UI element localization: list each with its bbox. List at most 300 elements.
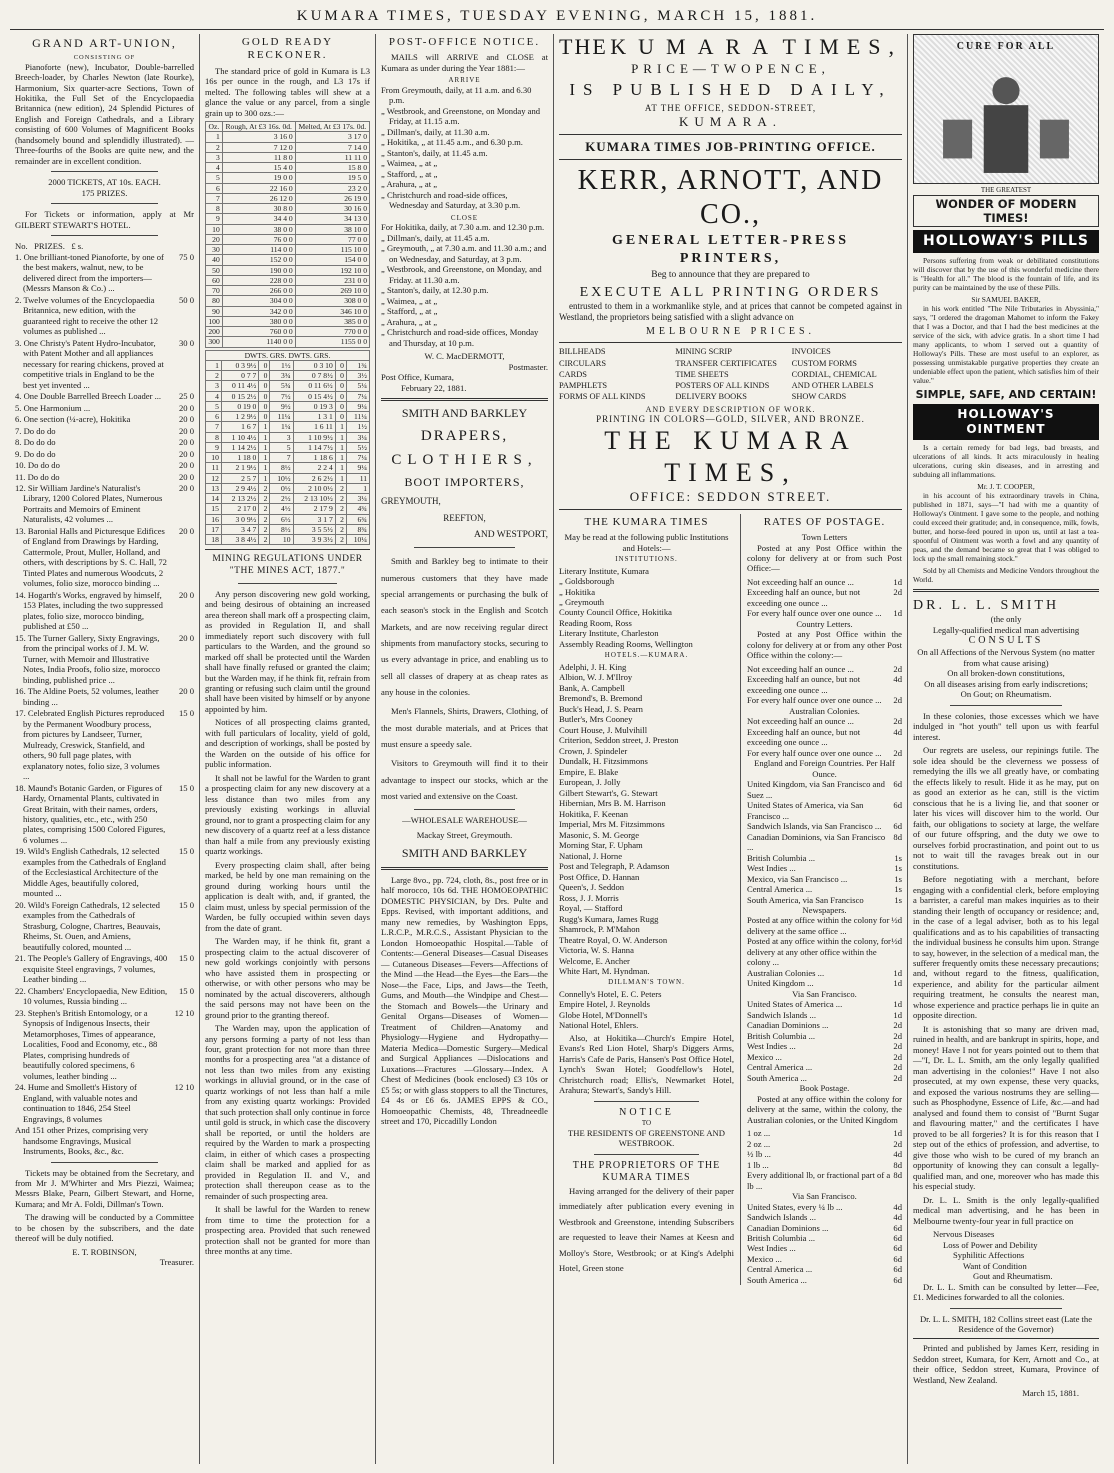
oz-cell: 26 12 0 xyxy=(222,193,295,203)
gout-rheumatism: On Gout; on Rheumatism. xyxy=(960,689,1052,700)
dwt-cell: 3¼ xyxy=(346,432,369,442)
dwt-cell: 5 xyxy=(206,401,222,411)
via-san-francisco-2: Via San Francisco. xyxy=(792,1191,857,1202)
dwt-cell: 2 13 2½ xyxy=(221,494,258,504)
rate-label: Every additional lb, or fractional part of a lb ... xyxy=(747,1170,891,1191)
prize-value: 50 0 xyxy=(178,294,194,305)
dwt-header: DWTS. GRS. DWTS. GRS. xyxy=(206,350,370,360)
oz-cell: 50 xyxy=(206,265,223,275)
prize-row xyxy=(15,472,194,482)
the-greatest: THE GREATEST xyxy=(980,186,1032,194)
oz-cell: 11 11 0 xyxy=(295,152,369,162)
oz-cell: 4 xyxy=(206,163,223,173)
rate-label: British Columbia ... xyxy=(747,1030,816,1041)
dwt-cell: 1 6 11 xyxy=(293,422,335,432)
dwt-cell: 0 xyxy=(335,360,346,370)
institution-item: County Council Office, Hokitika xyxy=(559,607,672,618)
sb-clothiers: CLOTHIERS, xyxy=(391,451,538,468)
oz-cell: 2 xyxy=(206,142,223,152)
rate-value: 8d xyxy=(893,1159,902,1170)
oz-cell: 34 13 0 xyxy=(295,214,369,224)
rate-value: 4d xyxy=(893,674,902,685)
oz-row xyxy=(206,214,370,224)
rate-label: Mexico, via San Francisco ... xyxy=(747,873,848,884)
indiscretions: On all diseases arising from early indiscretions; xyxy=(924,678,1088,689)
rate-row xyxy=(747,1020,902,1030)
dwt-cell: 11¼ xyxy=(346,412,369,422)
rate-value: 6d xyxy=(893,821,902,832)
oz-cell: 3 17 0 xyxy=(295,132,369,142)
prize-value: 20 0 xyxy=(178,402,194,413)
rate-label: Mexico ... xyxy=(747,1051,782,1062)
dwt-cell: 2½ xyxy=(270,494,293,504)
oz-cell: 9 xyxy=(206,214,223,224)
close-item: „ Stanton's, daily, at 12.30 p.m. xyxy=(381,285,489,296)
smith-body-1: In these colonies, those excesses which we have indulged in "hot youth" tell upon us with fearful interest. xyxy=(913,710,1099,742)
rate-row xyxy=(747,608,902,618)
oz-cell: 385 0 0 xyxy=(295,316,369,326)
prize-value: 12 10 xyxy=(174,1082,194,1093)
oz-cell: 380 0 0 xyxy=(222,316,295,326)
reckoner-title: GOLD READY RECKONER. xyxy=(241,36,334,62)
holloways-pills: HOLLOWAY'S PILLS xyxy=(913,230,1099,253)
dwt-cell: 4¾ xyxy=(346,504,369,514)
rate-value: 1d xyxy=(893,967,902,978)
arrive-item: „ Dillman's, daily, at 11.30 a.m. xyxy=(381,126,490,137)
oz-cell: 192 10 0 xyxy=(295,265,369,275)
rates-newspapers xyxy=(747,915,902,988)
oz-cell: 23 2 0 xyxy=(295,183,369,193)
rate-value: 6d xyxy=(893,1222,902,1233)
prize-value: 20 0 xyxy=(178,425,194,436)
hotel-item: Welcome, E. Ancher xyxy=(559,955,630,966)
also-text: Also, at Hokitika—Church's Empire Hotel, Evans's Red Lion Hotel, Sharp's Diggers Arms, Harris's Cafe de Paris, Hansen's Post Office Hotel, Lynch's Swan Hotel; Goodfellow's Hotel, Christchurch road; Ellis's, Newmarket Hotel, Arahura; Stewart's, Sandy's Hill. xyxy=(559,1032,734,1096)
oz-row xyxy=(206,296,370,306)
close-item: „ Westbrook, and Greenstone, on Monday, and Friday. at 11.30 a.m. xyxy=(381,264,542,285)
oz-row xyxy=(206,275,370,285)
general-printers: GENERAL LETTER-PRESS PRINTERS, xyxy=(612,233,849,266)
dwt-cell: 0 xyxy=(259,381,270,391)
hotel-item: Buck's Head, J. S. Pearn xyxy=(559,703,643,714)
rate-label: Canadian Dominions ... xyxy=(747,1020,829,1031)
rate-label: Canadian Dominions ... xyxy=(747,1222,829,1233)
printing-item: FORMS OF ALL KINDS xyxy=(559,392,646,402)
printing-item: CORDIAL, CHEMICAL xyxy=(791,369,877,379)
column-holloway xyxy=(908,34,1104,1464)
book-note: Posted at any office within the colony for delivery at the same, within the colony, the Australian colonies, or the United Kingdom xyxy=(747,1093,902,1125)
ointment-body: Is a certain remedy for bad legs, bad breasts, and ulcerations of all kinds. It acts miraculously in healing ulcerations, curing skin diseases, and in arresting and subduing all inflammations. xyxy=(913,442,1099,479)
dwt-cell: 0 xyxy=(335,381,346,391)
oz-cell: 760 0 0 xyxy=(222,327,295,337)
rate-value: 1d xyxy=(893,576,902,587)
sb-drapers: DRAPERS, xyxy=(420,427,509,444)
dwt-cell: 6 xyxy=(206,412,222,422)
prize-text: 7. Do do do xyxy=(15,425,56,436)
prize-value: 20 0 xyxy=(178,686,194,697)
prizes-count: 175 PRIZES. xyxy=(81,187,128,198)
dwt-cell: 2 6 2½ xyxy=(293,473,335,483)
column-gold-reckoner xyxy=(200,34,376,1464)
prize-value: 20 0 xyxy=(178,460,194,471)
dwt-row xyxy=(206,535,370,545)
prize-value: 20 0 xyxy=(178,471,194,482)
oz-cell: 5 xyxy=(206,173,223,183)
rate-row xyxy=(747,1243,902,1253)
dwt-cell: 5¾ xyxy=(270,381,293,391)
rate-value: 1s xyxy=(894,894,902,905)
institutions-list xyxy=(559,566,734,650)
dwt-cell: 0 xyxy=(259,401,270,411)
notice-residents: THE RESIDENTS OF GREENSTONE AND WESTBROOK. xyxy=(568,1127,725,1149)
dwt-cell: 2 17 9 xyxy=(293,504,335,514)
rate-label: Mexico ... xyxy=(747,1253,782,1264)
institution-item: Literary Institute, Charleston xyxy=(559,628,659,639)
prize-text: 8. Do do do xyxy=(15,437,56,448)
oz-cell: 90 xyxy=(206,306,223,316)
pills-body: Persons suffering from weak or debilitated constitutions will discover that by the use of this wonderful medicine there is "Health for all." The blood is the fountain of life, and its purity can be maintained by the use of these Pills. xyxy=(913,255,1099,292)
prize-text: 3. One Christy's Patent Hydro-Incubator, with Patent Mother and all appliances necessary for rearing chickens, proved at competitive trials in England to be the best yet invented ... xyxy=(15,337,164,390)
dwt-row xyxy=(206,453,370,463)
masthead: KUMARA TIMES, TUESDAY EVENING, MARCH 15, 1881. xyxy=(10,8,1104,30)
oz-cell: 114 0 0 xyxy=(222,245,295,255)
oz-cell: 100 xyxy=(206,316,223,326)
gout-and-rheumatism: Gout and Rheumatism. xyxy=(973,1271,1053,1282)
dwt-cell: 1½ xyxy=(270,360,293,370)
rate-row xyxy=(747,727,902,748)
england-foreign: England and Foreign Countries. Per Half Ounce. xyxy=(754,758,895,779)
rate-label: South America, via San Francisco xyxy=(747,894,864,905)
dwt-cell: 8¾ xyxy=(346,524,369,534)
dwt-cell: 11 xyxy=(206,463,222,473)
dwt-row xyxy=(206,432,370,442)
prize-row xyxy=(15,633,194,685)
close-item: „ Christchurch and road-side offices, Monday and Thursday, at 10 p.m. xyxy=(381,327,539,348)
rate-row xyxy=(747,1010,902,1020)
dwt-cell: 1 xyxy=(346,483,369,493)
want-condition: Want of Condition xyxy=(963,1260,1027,1271)
kt-subcolumn-left xyxy=(559,514,741,1286)
rate-row xyxy=(747,1031,902,1041)
proprietors-body: Having arranged for the delivery of their paper immediately after publication every evening in Westbrook and Greenstone, intending Subscribers are requested to leave their Names at Keesn and Molloy's Store, Westbrook; or at King's Adelphi Hotel, Green stone xyxy=(559,1185,734,1274)
loss-of-power: Loss of Power and Debility xyxy=(943,1239,1038,1250)
dwt-cell: 2 13 10½ xyxy=(293,494,335,504)
smith-address: Dr. L. L. SMITH, 182 Collins street east (Late the Residence of the Governor) xyxy=(919,1313,1093,1334)
sb-address: Mackay Street, Greymouth. xyxy=(416,829,513,840)
dwt-cell: 7 xyxy=(270,453,293,463)
rate-label: United States of America, via San Francisco ... xyxy=(747,800,864,821)
oz-row xyxy=(206,316,370,326)
dwt-row xyxy=(206,473,370,483)
hygeia-figure-icon xyxy=(914,35,1098,185)
mining-regulations xyxy=(205,589,370,1257)
prize-value: 20 0 xyxy=(178,448,194,459)
melbourne-prices: MELBOURNE PRICES. xyxy=(645,326,816,338)
dwt-cell: 0 7 8½ xyxy=(293,371,335,381)
oz-row xyxy=(206,132,370,142)
rates-country xyxy=(747,664,902,706)
dwt-row xyxy=(206,391,370,401)
hotel-item: Shamrock, P. M'Mahon xyxy=(559,924,640,935)
art-union-title: GRAND ART-UNION, xyxy=(32,36,177,50)
prize-value: 20 0 xyxy=(178,525,194,536)
dwt-row xyxy=(206,422,370,432)
institution-item: Reading Room, Ross xyxy=(559,617,632,628)
prize-text: 6. One section (¼-acre), Hokitika xyxy=(15,414,131,425)
dwt-cell: 1 14 7½ xyxy=(293,442,335,452)
rate-label: South America ... xyxy=(747,1072,807,1083)
rate-row xyxy=(747,1233,902,1243)
rate-label: British Columbia ... xyxy=(747,1233,816,1243)
prize-row xyxy=(15,437,194,447)
oz-cell: 770 0 0 xyxy=(295,327,369,337)
dwt-cell: 9 xyxy=(206,442,222,452)
rate-row xyxy=(747,1139,902,1149)
rate-value: 1d xyxy=(893,999,902,1010)
printing-item: AND OTHER LABELS xyxy=(791,381,874,391)
prize-value: 15 0 xyxy=(178,985,194,996)
close-item: „ Greymouth, „ at 7.30 a.m. and 11.30 a.m.; and on Wednesday, and Saturday, at 3 p.m. xyxy=(381,243,547,264)
the-only: (the only xyxy=(990,614,1022,625)
hotel-item: Gilbert Stewart's, G. Stewart xyxy=(559,787,658,798)
rate-label: Sandwich Islands ... xyxy=(747,1212,816,1223)
prize-text: 2. Twelve volumes of the Encyclopaedia Britannica, new edition, with the guaranteed right to receive the other 12 volumes as published ... xyxy=(15,294,159,337)
oz-row xyxy=(206,193,370,203)
execute-orders: EXECUTE ALL PRINTING ORDERS xyxy=(579,285,882,301)
rate-label: West Indies ... xyxy=(747,1041,796,1052)
printing-item: POSTERS OF ALL KINDS xyxy=(675,381,770,391)
prize-row xyxy=(15,460,194,470)
hotel-item: Hibernian, Mrs B. M. Harrison xyxy=(559,798,666,809)
rates-town xyxy=(747,577,902,619)
rate-label: United Kingdom, via San Francisco and Suez ... xyxy=(747,779,885,800)
rate-label: South America ... xyxy=(747,1274,807,1285)
institution-item: „ Hokitika xyxy=(559,586,596,597)
baker-body: in his work entitled "The Nile Tributaries in Abyssinia," says, "I ordered the dragoman Mahomet to inform the Fakey that I was a Doctor, and that I had the best medicines at the service of the sick, with advice gratis. In a short time I had many applicants, to whom I served out a quantity of Holloway's Pills. These are most useful to an explorer, as possessing unmistakable purgative properties they create an undeniable effect upon the patient, which satisfies him of their value." xyxy=(913,303,1099,386)
dwt-cell: 0 15 4½ xyxy=(293,391,335,401)
rate-row xyxy=(747,1052,902,1062)
prize-row xyxy=(15,526,194,589)
dwt-cell: 2 xyxy=(335,483,346,493)
close-item: For Hokitika, daily, at 7.30 a.m. and 12.30 p.m. xyxy=(381,222,545,233)
rate-label: United Kingdom ... xyxy=(747,978,814,989)
oz-cell: 1 xyxy=(206,132,223,142)
arrive-item: „ Arahura, „ at „ xyxy=(381,179,438,190)
oz-cell: 10 xyxy=(206,224,223,234)
rate-value: 1s xyxy=(894,852,902,863)
tickets-line: 2000 TICKETS, AT 10s. EACH. xyxy=(48,177,161,188)
prize-text: 10. Do do do xyxy=(15,460,60,471)
office-seddon: OFFICE: SEDDON STREET. xyxy=(629,488,832,504)
rate-value: 1d xyxy=(893,978,902,989)
dwt-cell: 1 xyxy=(335,453,346,463)
dwt-row xyxy=(206,401,370,411)
dwt-cell: 0 19 0 xyxy=(221,401,258,411)
prize-text: 17. Celebrated English Pictures reproduced by the Permanent Woodbury process, from pictures by Landseer, Turner, Mulready, Creswick, Stanfield, and others, 90 full page plates, with explanatory notes, folio size, 3 volumes ... xyxy=(15,708,165,782)
oz-cell: 20 xyxy=(206,234,223,244)
oz-cell: 190 0 0 xyxy=(222,265,295,275)
printing-colors: PRINTING IN COLORS—GOLD, SILVER, AND BRONZE. xyxy=(596,414,865,425)
hotel-item: Post and Telegraph, P. Adamson xyxy=(559,861,670,872)
rate-value: 6d xyxy=(893,1233,902,1243)
rate-label: Sandwich Islands, via San Francisco ... xyxy=(747,821,882,832)
dwt-cell: 16 xyxy=(206,514,222,524)
kt-published: IS PUBLISHED DAILY, xyxy=(569,79,892,99)
dwt-cell: 11 xyxy=(346,473,369,483)
oz-cell: 304 0 0 xyxy=(222,296,295,306)
rates-book xyxy=(747,1128,902,1191)
syphilitic: Syphilitic Affections xyxy=(953,1250,1025,1261)
dwt-cell: 2 xyxy=(335,524,346,534)
rate-row xyxy=(747,800,902,821)
mining-paragraph: Any person discovering new gold working, and being desirous of obtaining an increased area thereon shall mark off a prospecting claim, as provided in Regulation II, and shall immediately report such discovery with full particulars to the Warden, and the ground so marked off shall be protected until the Warden shall have finally refused or granted the claim; but the Warden may, if he think fit, refrain from granting or refusing such claim until the ground shall have been visited by himself or by anyone appointed by him. xyxy=(205,588,370,714)
dwt-cell: 11¼ xyxy=(270,412,293,422)
country-note: Posted at any Post Office within the colony for delivery at or from any other Post Office within the colony:— xyxy=(747,629,902,661)
rate-row xyxy=(747,1264,902,1274)
prize-text: 24. Hume and Smollett's History of England, with valuable notes and continuation to 1846, 254 Steel Engravings, 8 volumes xyxy=(15,1082,138,1124)
rate-label: West Indies ... xyxy=(747,863,796,874)
dwt-cell: 5 xyxy=(270,442,293,452)
kt-title xyxy=(559,34,902,61)
oz-cell: 30 xyxy=(206,245,223,255)
dwt-cell: 2 xyxy=(259,514,270,524)
rate-value: 2d xyxy=(893,663,902,674)
dwt-cell: 1 2 9½ xyxy=(221,412,258,422)
printing-item: INVOICES xyxy=(791,347,831,357)
dwt-cell: 9¼ xyxy=(346,463,369,473)
oz-cell: 30 16 0 xyxy=(295,204,369,214)
rate-value: 6d xyxy=(893,1243,902,1254)
close-list xyxy=(381,222,548,348)
rate-value: 4d xyxy=(893,1149,902,1160)
prize-value: 15 0 xyxy=(178,782,194,793)
kt-town: KUMARA. xyxy=(678,114,783,130)
dwt-cell: 3 0 9½ xyxy=(221,514,258,524)
dwt-row xyxy=(206,381,370,391)
dwt-cell: 7½ xyxy=(270,391,293,401)
rate-value: 2d xyxy=(893,587,902,598)
dwt-cell: 2 17 0 xyxy=(221,504,258,514)
dwt-cell: 3¾ xyxy=(270,371,293,381)
sb-body: Smith and Barkley beg to intimate to their numerous customers that they have made special arrangements or purchasing the bulk of each season's stock in the English and Scotch Markets, and are now receiving regular direct shipments from manufactory stocks, securing to us every advantage in price, and enabling us to sell all classes of drapery at as cheap rates as any house in the colonies. xyxy=(381,556,548,697)
prize-text: 1. One brilliant-toned Pianoforte, by one of the best makers, walnut, new, to be delivered direct from the importers— (Messrs Manson & Co.) ... xyxy=(15,251,164,294)
institution-item: „ Goldsborough xyxy=(559,576,615,587)
dwt-cell: 10 xyxy=(206,453,222,463)
oz-cell: 38 0 0 xyxy=(222,224,295,234)
legally-qualified: Legally-qualified medical man advertising xyxy=(932,624,1080,635)
hotel-item: National, J. Horne xyxy=(559,850,623,861)
rate-value: 4d xyxy=(893,1212,902,1223)
dwt-cell: 6½ xyxy=(270,514,293,524)
dwt-cell: 0 xyxy=(335,371,346,381)
dwt-cell: 1½ xyxy=(346,422,369,432)
dwt-cell: 3 xyxy=(206,381,222,391)
rate-row xyxy=(747,853,902,863)
rate-label: For every half ounce over one ounce ... xyxy=(747,608,882,619)
oz-row xyxy=(206,142,370,152)
column-post-office xyxy=(376,34,554,1464)
rate-row xyxy=(747,1062,902,1072)
dwt-cell: 8½ xyxy=(270,463,293,473)
smith-body-5: Dr. L. L. Smith is the only legally-qualified medical man advertising, and he has been in Melbourne twenty-four year in full practice on xyxy=(913,1194,1099,1226)
rate-row xyxy=(747,978,902,988)
dwt-cell: 0½ xyxy=(270,483,293,493)
oz-cell: 7 xyxy=(206,193,223,203)
hotel-item: Rugg's Kumara, James Rugg xyxy=(559,913,659,924)
hotel-item: Morning Star, F. Upham xyxy=(559,840,643,851)
rate-value: ½d xyxy=(891,915,902,926)
rate-label: Canadian Dominions, via San Francisco ... xyxy=(747,831,886,853)
newspapers: Newspapers. xyxy=(802,904,847,915)
mining-paragraph: The Warden may, upon the application of any persons forming a party of not less than four, grant protection for not more than three months for a prospecting area "at a distance of not less than two miles from any existing workings in alluvial ground, or in the case of quartz workings of not less than half a mile from any existing quartz workings: Provided that such protection shall only continue in force until gold is struck, in which case the discovery shall be reported, or until the holders are required by the Warden to mark a prospecting claim, in either of which cases a prospecting claim shall be marked and applied for as provided in Regulation II. and V., and protection shall thereupon cease as to the remainder of such prospecting area. xyxy=(205,1023,370,1201)
prize-row xyxy=(15,846,194,898)
prize-row xyxy=(15,391,194,401)
dwt-cell: 1¾ xyxy=(346,360,369,370)
sold-by: Sold by all Chemists and Medicine Vendors throughout the World. xyxy=(913,566,1099,585)
prize-text: 11. Do do do xyxy=(15,471,60,482)
printing-item: CIRCULARS xyxy=(559,358,607,368)
column-kumara-times xyxy=(554,34,908,1464)
hotel-item: Theatre Royal, O. W. Anderson xyxy=(559,934,668,945)
rate-row xyxy=(747,1128,902,1138)
dwt-cell: 2 9 4½ xyxy=(221,483,258,493)
job-printing: KUMARA TIMES JOB-PRINTING OFFICE. xyxy=(585,139,876,155)
arrive-list xyxy=(381,85,548,211)
rate-row xyxy=(747,1149,902,1159)
rate-row xyxy=(747,1041,902,1051)
rate-row xyxy=(747,874,902,884)
dwt-cell: 1 xyxy=(335,463,346,473)
rate-label: West Indies ... xyxy=(747,1243,796,1254)
printing-item: TIME SHEETS xyxy=(675,369,729,379)
oz-row xyxy=(206,327,370,337)
firm-name: KERR, ARNOTT, AND CO., xyxy=(577,165,884,231)
dwt-cell: 2 5 7 xyxy=(221,473,258,483)
dwt-cell: 1 xyxy=(335,442,346,452)
rate-value: 1d xyxy=(893,1128,902,1139)
dwt-row xyxy=(206,483,370,493)
wonder-modern-times: WONDER OF MODERN TIMES! xyxy=(913,195,1099,227)
rate-label: Exceeding half an ounce, but not exceeding one ounce ... xyxy=(747,587,861,608)
prize-value: 15 0 xyxy=(178,899,194,910)
dwt-cell: 10 xyxy=(270,535,293,545)
dwt-cell: 1 xyxy=(259,432,270,442)
dwt-cell: 15 xyxy=(206,504,222,514)
dwt-cell: 2 xyxy=(335,514,346,524)
arrive-item: „ Hokitika, „ at 11.45 a.m., and 6.30 p.m. xyxy=(381,137,523,148)
rate-value: 8d xyxy=(893,1170,902,1181)
oz-cell: 8 xyxy=(206,204,223,214)
oz-row xyxy=(206,183,370,193)
rough-header: Rough, At £3 16s. 0d. xyxy=(222,122,295,132)
dwt-cell: 9½ xyxy=(270,401,293,411)
rates-title: RATES OF POSTAGE. xyxy=(763,515,886,528)
oz-cell: 77 0 0 xyxy=(295,234,369,244)
prize-value: 15 0 xyxy=(178,708,194,719)
rate-value: 1d xyxy=(893,1009,902,1020)
prize-text: 15. The Turner Gallery, Sixty Engravings, from the principal works of J. M. W. Turner, with Memoir and Illustrative Notes, India Proofs, folio size, morocco binding, published price ... xyxy=(15,632,160,685)
oz-row xyxy=(206,204,370,214)
australian-colonies: Australian Colonies. xyxy=(789,705,860,716)
rate-value: 6d xyxy=(893,1274,902,1285)
oz-row xyxy=(206,245,370,255)
rate-row xyxy=(747,1212,902,1222)
nervous-diseases: Nervous Diseases xyxy=(933,1229,995,1240)
dwt-cell: 9¼ xyxy=(346,401,369,411)
rate-label: Not exceeding half an ounce ... xyxy=(747,663,854,674)
arrive-item: „ Stafford, „ at „ xyxy=(381,168,438,179)
kt-subcolumns xyxy=(559,514,902,1286)
hotel-item: Crown, J. Spindeler xyxy=(559,745,628,756)
